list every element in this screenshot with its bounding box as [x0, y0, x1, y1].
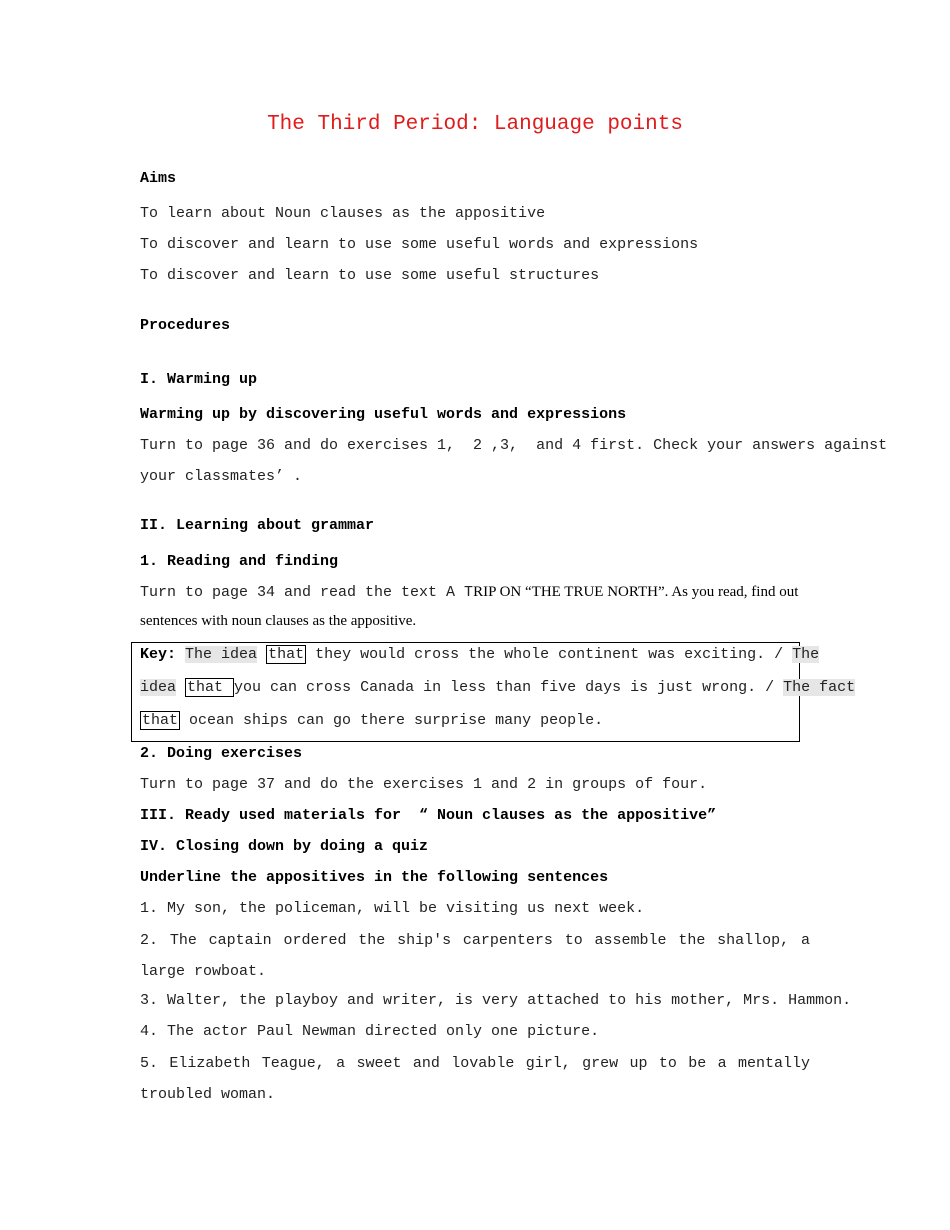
section-three-heading: III. Ready used materials for “ Noun clauses as the appositive” [140, 807, 717, 824]
key-label: Key: [140, 646, 177, 663]
quiz-item: 4. The actor Paul Newman directed only one picture. [140, 1023, 600, 1040]
key-sentence-text: you can cross Canada in less than five days is just wrong. / [234, 679, 775, 696]
appositive-noun: The [792, 646, 820, 663]
procedures-heading: Procedures [140, 317, 231, 334]
doing-exercises-heading: 2. Doing exercises [140, 745, 303, 762]
aim-item: To discover and learn to use some useful structures [140, 267, 600, 284]
section-four-heading: IV. Closing down by doing a quiz [140, 838, 429, 855]
conjunction-that: that [142, 712, 179, 729]
aim-item: To learn about Noun clauses as the appositive [140, 205, 546, 222]
conjunction-that: that [268, 646, 305, 663]
quiz-item: 2. The captain ordered the ship's carpenters to assemble the shallop, a large rowboat. [140, 932, 810, 980]
appositive-noun: The idea [185, 646, 258, 663]
page-title: The Third Period: Language points [267, 113, 683, 136]
reading-text-part-b: RIP ON “THE TRUE NORTH”. As you read, find out [473, 584, 799, 600]
answer-key-line [140, 679, 855, 696]
warming-up-heading: I. Warming up [140, 371, 258, 388]
grammar-heading: II. Learning about grammar [140, 517, 375, 534]
appositive-noun: idea [140, 679, 177, 696]
aim-item: To discover and learn to use some useful words and expressions [140, 236, 699, 253]
doing-exercises-text: Turn to page 37 and do the exercises 1 and 2 in groups of four. [140, 776, 708, 793]
quiz-instruction: Underline the appositives in the following sentences [140, 869, 609, 886]
key-sentence-text: they would cross the whole continent was exciting. / [306, 646, 784, 663]
conjunction-that: that [185, 678, 234, 697]
quiz-item: 1. My son, the policeman, will be visiting us next week. [140, 900, 645, 917]
reading-finding-text [140, 583, 798, 601]
warming-up-text-cont: your classmates’ . [140, 468, 303, 485]
key-sentence-text: ocean ships can go there surprise many people. [180, 712, 604, 729]
warming-up-subheading: Warming up by discovering useful words and expressions [140, 406, 627, 423]
reading-text-part-a: Turn to page 34 and read the text A T [140, 584, 474, 601]
quiz-item: 5. Elizabeth Teague, a sweet and lovable girl, grew up to be a mentally troubled woman. [140, 1055, 810, 1103]
warming-up-text: Turn to page 36 and do exercises 1, 2 ,3, and 4 first. Check your answers against [140, 437, 888, 454]
quiz-item: 3. Walter, the playboy and writer, is very attached to his mother, Mrs. Hammon. [140, 992, 852, 1009]
reading-finding-text-cont: sentences with noun clauses as the appositive. [140, 613, 417, 629]
appositive-noun: The fact [783, 679, 856, 696]
answer-key-line [140, 712, 603, 729]
answer-key-line [140, 646, 819, 663]
reading-finding-heading: 1. Reading and finding [140, 553, 339, 570]
aims-heading: Aims [140, 170, 177, 187]
